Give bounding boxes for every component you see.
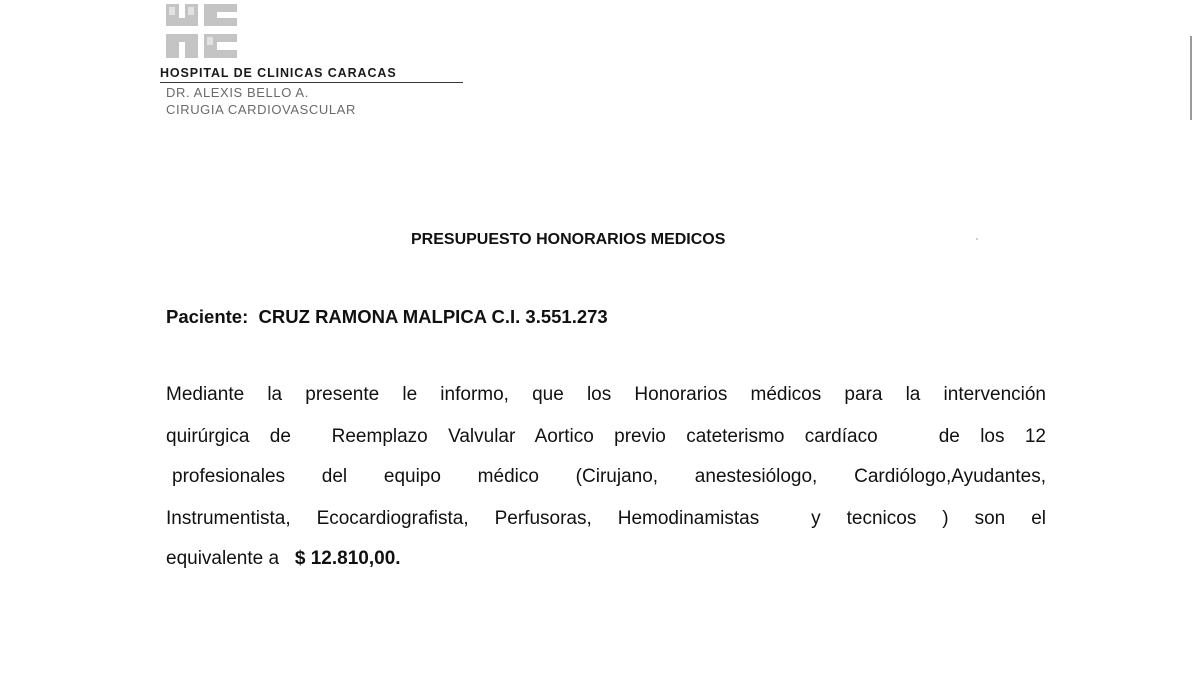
patient-value: CRUZ RAMONA MALPICA C.I. 3.551.273 (258, 306, 608, 327)
body-line-4: Instrumentista, Ecocardiografista, Perfusoras, Hemodinamistas y tecnicos ) son el (166, 508, 1046, 529)
scan-speck (976, 238, 978, 240)
document-title: PRESUPUESTO HONORARIOS MEDICOS (411, 231, 726, 248)
letterhead-divider (160, 82, 463, 83)
body-line-3: profesionales del equipo médico (Cirujano, anestesiólogo, Cardiólogo,Ayudantes, (172, 466, 1046, 487)
body-line-1: Mediante la presente le informo, que los Honorarios médicos para la intervención (166, 384, 1046, 405)
patient-label: Paciente: (166, 306, 249, 327)
patient-line (166, 306, 608, 328)
closing-prefix: equivalente a (166, 548, 280, 569)
doctor-name: DR. ALEXIS BELLO A. (166, 85, 309, 100)
body-line-2: quirúrgica de Reemplazo Valvular Aortico previo cateterismo cardíaco de los 12 (166, 426, 1046, 447)
hospital-logo-icon (166, 4, 238, 60)
doctor-specialty: CIRUGIA CARDIOVASCULAR (166, 102, 356, 117)
hospital-name: HOSPITAL DE CLINICAS CARACAS (160, 66, 397, 80)
fee-amount: $ 12.810,00. (294, 548, 401, 569)
scan-edge-mark (1190, 36, 1192, 120)
body-closing-line (166, 548, 401, 570)
